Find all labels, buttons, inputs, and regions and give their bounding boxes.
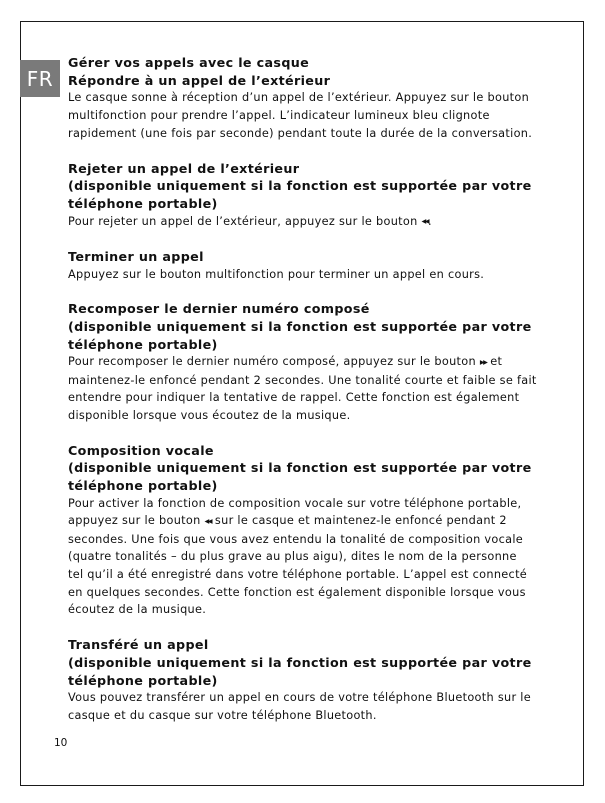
body-line: (quatre tonalités – du plus grave au plus aigu), dites le nom de la personne	[68, 550, 517, 564]
section-condition: (disponible uniquement si la fonction est supportée par votre	[68, 460, 532, 476]
previous-icon: ◂◂	[421, 216, 429, 228]
section-condition: (disponible uniquement si la fonction est supportée par votre	[68, 654, 532, 670]
body-line: écoutez de la musique.	[68, 603, 207, 617]
body-line	[68, 353, 548, 371]
section-heading: Terminer un appel	[68, 248, 204, 264]
page-number: 10	[54, 737, 68, 749]
body-line: disponible lorsque vous écoutez de la musique.	[68, 408, 351, 422]
section-heading: Rejeter un appel de l’extérieur	[68, 160, 300, 176]
next-icon: ▸▸	[479, 356, 487, 368]
language-tab: FR	[20, 60, 60, 97]
section-condition: téléphone portable)	[68, 478, 218, 494]
section-condition: (disponible uniquement si la fonction est supportée par votre	[68, 318, 532, 334]
section-title: Gérer vos appels avec le casque	[68, 55, 310, 70]
section-condition: téléphone portable)	[68, 336, 218, 352]
body-text: sur le casque et maintenez-le enfoncé pendant 2	[211, 514, 507, 528]
body-line: tel qu’il a été enregistré dans votre téléphone portable. L’appel est connecté	[68, 568, 528, 582]
body-line: casque et du casque sur votre téléphone Bluetooth.	[68, 709, 377, 722]
section-condition: téléphone portable)	[68, 195, 218, 211]
body-line: Pour activer la fonction de composition vocale sur votre téléphone portable,	[68, 496, 522, 510]
section-redial	[68, 300, 548, 424]
body-line: rapidement (une fois par seconde) pendant toute la durée de la conversation.	[68, 126, 533, 140]
manual-content	[68, 54, 548, 725]
body-line: Le casque sonne à réception d’un appel de l’extérieur. Appuyez sur le bouton	[68, 91, 530, 105]
section-heading: Recomposer le dernier numéro composé	[68, 301, 370, 317]
body-text: Pour recomposer le dernier numéro composé, appuyez sur le bouton	[68, 355, 480, 369]
body-text: et	[486, 355, 503, 369]
section-reject-call	[68, 160, 548, 231]
section-end-call	[68, 248, 548, 283]
section-condition: téléphone portable)	[68, 672, 218, 688]
body-line: entendre pour indiquer la tentative de rappel. Cette fonction est également	[68, 391, 520, 405]
body-text: appuyez sur le bouton	[68, 514, 205, 528]
section-heading: Composition vocale	[68, 442, 214, 458]
body-line: en quelques secondes. Cette fonction est également disponible lorsque vous	[68, 585, 526, 599]
section-transfer-call	[68, 636, 548, 725]
body-text: .	[428, 214, 432, 228]
body-line: Vous pouvez transférer un appel en cours de votre téléphone Bluetooth sur le	[68, 691, 531, 705]
body-text: Pour rejeter un appel de l’extérieur, appuyez sur le bouton	[68, 214, 422, 228]
section-heading: Transféré un appel	[68, 637, 209, 653]
body-line: Appuyez sur le bouton multifonction pour terminer un appel en cours.	[68, 267, 485, 281]
section-condition: (disponible uniquement si la fonction est supportée par votre	[68, 178, 532, 194]
body-line	[68, 512, 548, 530]
body-line: secondes. Une fois que vous avez entendu la tonalité de composition vocale	[68, 532, 524, 546]
previous-icon: ◂◂	[204, 515, 212, 527]
section-heading: Répondre à un appel de l’extérieur	[68, 72, 331, 88]
body-line	[68, 213, 548, 231]
body-line: maintenez-le enfoncé pendant 2 secondes. Une tonalité courte et faible se fait	[68, 373, 537, 387]
body-line: multifonction pour prendre l’appel. L’indicateur lumineux bleu clignote	[68, 109, 490, 123]
section-voice-dialing	[68, 442, 548, 620]
section-answer-call	[68, 54, 548, 143]
